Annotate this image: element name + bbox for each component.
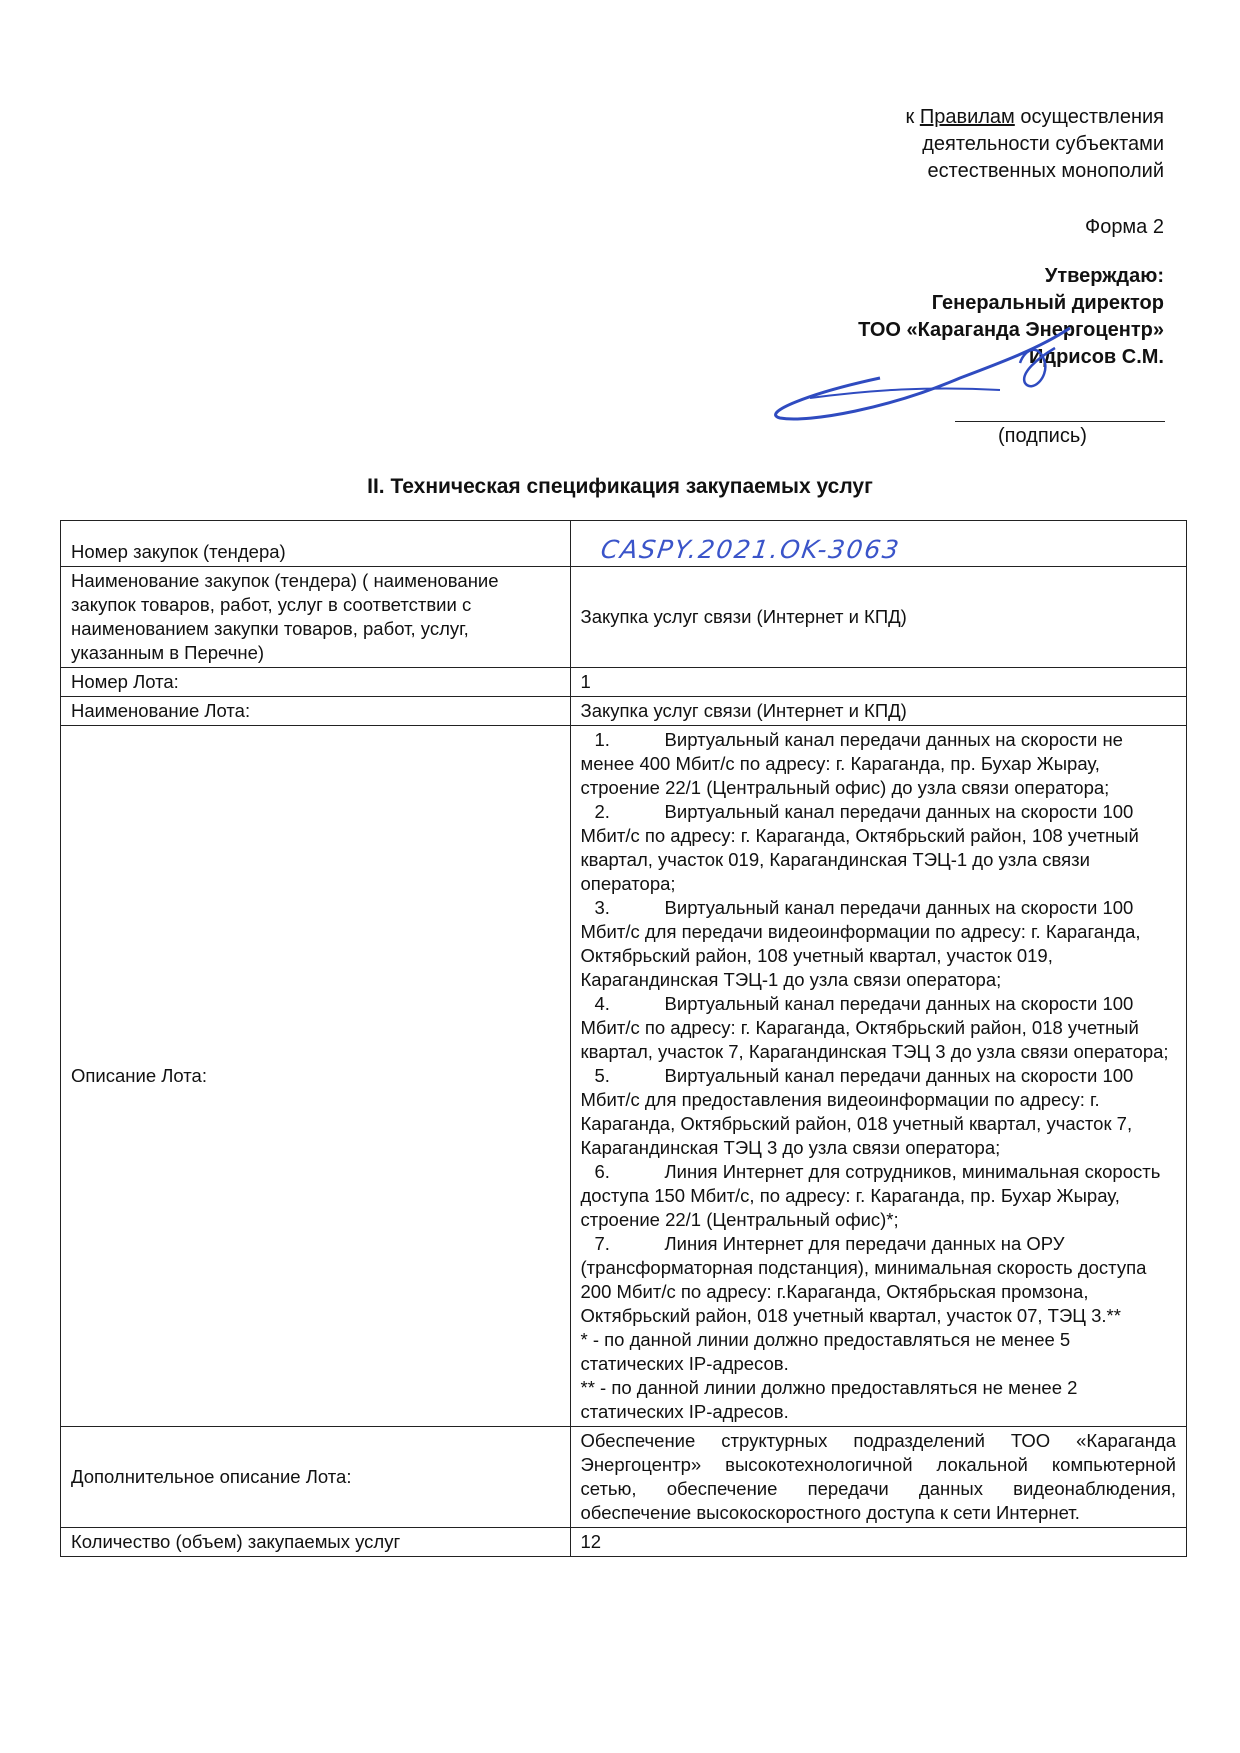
additional-description-value: Обеспечение структурных подразделений ТОО «Караганда Энергоцентр» высокотехнологичной локальной компьютерной сетью, обеспечение передачи данных видеонаблюдения, обеспечение высокоскоростного доступа к сети Интернет. [570, 1427, 1186, 1528]
table-row [61, 1528, 1187, 1557]
rules-reference-line2: деятельности субъектами [922, 133, 1164, 155]
footnote-single-asterisk: * - по данной линии должно предоставляться не менее 5 статических IP-адресов. [580, 1329, 1071, 1374]
specification-table [60, 520, 1187, 1557]
procurement-number-value [570, 521, 1186, 567]
signature-line [955, 421, 1165, 422]
rules-reference-line3: естественных монополий [927, 160, 1164, 182]
rules-reference [906, 104, 1164, 185]
list-item: 3. Виртуальный канал передачи данных на скорости 100 Мбит/с для передачи видеоинформации по адресу: г. Караганда, Октябрьский район, 108 учетный квартал, участок 019, Карагандинская ТЭЦ-1 до узла связи оператора; [580, 897, 1141, 990]
table-row [61, 1427, 1187, 1528]
procurement-name-value: Закупка услуг связи (Интернет и КПД) [570, 567, 1186, 668]
rules-link[interactable]: Правилам [919, 106, 1015, 128]
approval-line1: Утверждаю: [1044, 265, 1164, 287]
lot-name-label: Наименование Лота: [61, 697, 571, 726]
quantity-value: 12 [570, 1528, 1186, 1557]
list-item: 6. Линия Интернет для сотрудников, минимальная скорость доступа 150 Мбит/с, по адресу: г. Караганда, пр. Бухар Жырау, строение 22/1 (Центральный офис)*; [580, 1161, 1161, 1230]
section-title: II. Техническая спецификация закупаемых услуг [367, 475, 873, 498]
approval-line4: Идрисов С.М. [1029, 346, 1164, 368]
table-row [61, 668, 1187, 697]
additional-description-label: Дополнительное описание Лота: [61, 1427, 571, 1528]
approval-line3: ТОО «Караганда Энергоцентр» [858, 319, 1164, 341]
list-item: 2. Виртуальный канал передачи данных на скорости 100 Мбит/с по адресу: г. Караганда, Октябрьский район, 108 учетный квартал, участок 019, Карагандинская ТЭЦ-1 до узла связи оператора; [580, 801, 1139, 894]
list-item: 5. Виртуальный канал передачи данных на скорости 100 Мбит/с для предоставления видеоинформации по адресу: г. Караганда, Октябрьский район, 018 учетный квартал, участок 7, Карагандинская ТЭЦ 3 до узла связи оператора; [580, 1065, 1134, 1158]
lot-number-value: 1 [570, 668, 1186, 697]
lot-description-label: Описание Лота: [61, 726, 571, 1427]
signature-caption: (подпись) [998, 425, 1087, 447]
form-label: Форма 2 [1084, 216, 1164, 238]
table-row [61, 567, 1187, 668]
lot-number-label: Номер Лота: [61, 668, 571, 697]
signature-icon [770, 318, 1100, 428]
table-row [61, 726, 1187, 1427]
procurement-name-label: Наименование закупок (тендера) ( наименование закупок товаров, работ, услуг в соответствии с наименованием закупки товаров, работ, услуг, указанным в Перечне) [61, 567, 571, 668]
approval-line2: Генеральный директор [931, 292, 1164, 314]
rules-reference-line1: к Правилам осуществления [905, 106, 1164, 128]
table-row [61, 521, 1187, 567]
lot-description-value [570, 726, 1186, 1427]
footnote-double-asterisk: ** - по данной линии должно предоставляться не менее 2 статических IP-адресов. [580, 1377, 1078, 1422]
handwritten-procurement-number: CASPY.2021.OK-3063 [598, 535, 902, 564]
list-item: 7. Линия Интернет для передачи данных на ОРУ (трансформаторная подстанция), минимальная скорость доступа 200 Мбит/с по адресу: г.Караганда, Октябрьская промзона, Октябрьский район, 018 учетный квартал, участок 07, ТЭЦ 3.** [580, 1233, 1147, 1326]
lot-name-value: Закупка услуг связи (Интернет и КПД) [570, 697, 1186, 726]
procurement-number-label: Номер закупок (тендера) [61, 521, 571, 567]
list-item: 1. Виртуальный канал передачи данных на скорости не менее 400 Мбит/с по адресу: г. Караганда, пр. Бухар Жырау, строение 22/1 (Центральный офис) до узла связи оператора; [580, 729, 1123, 798]
quantity-label: Количество (объем) закупаемых услуг [61, 1528, 571, 1557]
table-row [61, 697, 1187, 726]
list-item: 4. Виртуальный канал передачи данных на скорости 100 Мбит/с по адресу: г. Караганда, Октябрьский район, 018 учетный квартал, участок 7, Карагандинская ТЭЦ 3 до узла связи оператора; [580, 993, 1169, 1062]
